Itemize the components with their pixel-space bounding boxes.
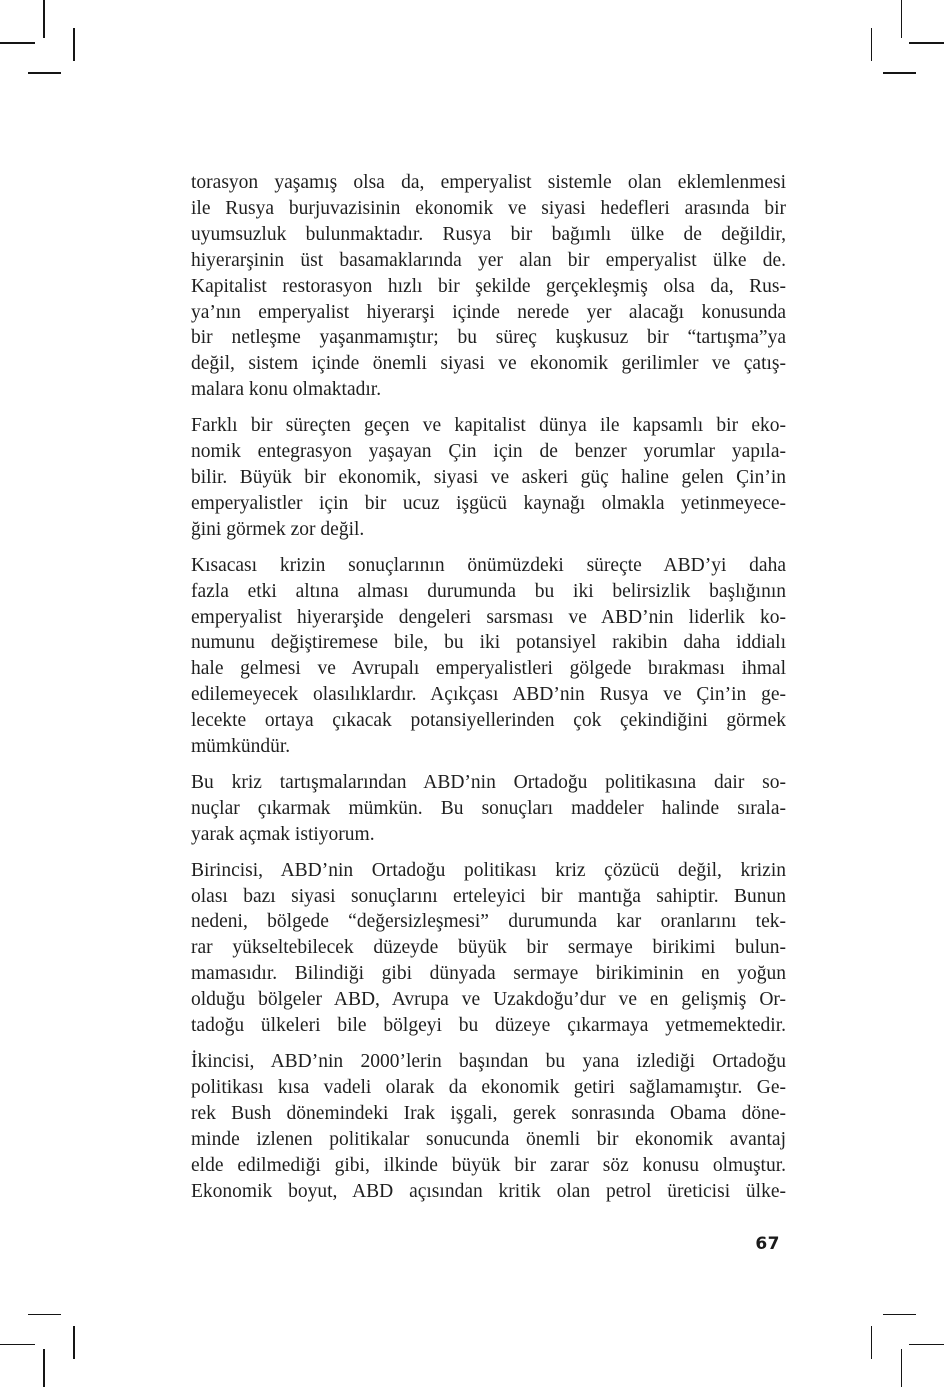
text-line: olası bazı siyasi sonuçlarını erteleyici bir mantığa sahiptir. Bunun bbox=[191, 885, 786, 907]
crop-mark-horizontal-outer bbox=[0, 1344, 35, 1346]
crop-mark-vertical-inner bbox=[871, 28, 873, 61]
paragraph bbox=[191, 770, 786, 848]
text-line: emperyalistler için bir ucuz işgücü kaynağı olmakla yetinmeyece- bbox=[191, 492, 786, 514]
text-line: yarak açmak istiyorum. bbox=[191, 823, 375, 845]
text-line: politikası kısa vadeli olarak da ekonomik getiri sağlamamıştır. Ge- bbox=[191, 1076, 786, 1098]
text-line: mamasıdır. Bilindiği gibi dünyada sermaye birikiminin en yoğun bbox=[191, 963, 786, 985]
text-line: mümkündür. bbox=[191, 736, 291, 758]
text-line: torasyon yaşamış olsa da, emperyalist sistemle olan eklemlenmesi bbox=[191, 172, 786, 193]
crop-mark-horizontal-outer bbox=[909, 42, 944, 44]
paragraph bbox=[191, 413, 786, 543]
text-line: hale gelmesi ve Avrupalı emperyalistleri gölgede bırakması ihmal bbox=[191, 658, 786, 680]
text-line: Kapitalist restorasyon hızlı bir şekilde gerçekleşmiş olsa da, Rus- bbox=[191, 275, 786, 297]
text-line: ile Rusya burjuvazisinin ekonomik ve siyasi hedefleri arasında bir bbox=[191, 197, 786, 219]
text-line: nuçlar çıkarmak mümkün. Bu sonuçları maddeler halinde sırala- bbox=[191, 797, 786, 819]
crop-mark-horizontal-inner bbox=[28, 1314, 61, 1316]
text-line: lecekte ortaya çıkacak potansiyellerinden çok çekindiğini görmek bbox=[191, 710, 786, 732]
text-line: emperyalist hiyerarşide dengeleri sarsması ve ABD’nin liderlik ko- bbox=[191, 606, 786, 628]
crop-mark-horizontal-inner bbox=[28, 72, 61, 74]
text-block bbox=[191, 170, 786, 1204]
text-line: elde edilmediği gibi, ilkinde büyük bir zarar söz konusu olmuştur. bbox=[191, 1154, 786, 1176]
text-line: İkincisi, ABD’nin 2000’lerin başından bu yana izlediği Ortadoğu bbox=[191, 1051, 786, 1072]
text-line: olduğu bölgeler ABD, Avrupa ve Uzakdoğu’dur ve en gelişmiş Or- bbox=[191, 989, 786, 1011]
text-line: minde izlenen politikalar sonucunda önemli bir ekonomik avantaj bbox=[191, 1128, 786, 1150]
crop-mark-horizontal-inner bbox=[883, 72, 916, 74]
text-line: bilir. Büyük bir ekonomik, siyasi ve askeri güç haline gelen Çin’in bbox=[191, 466, 786, 488]
crop-mark-vertical-inner bbox=[871, 1326, 873, 1359]
crop-mark-vertical-outer bbox=[43, 1349, 45, 1387]
crop-mark-vertical-outer bbox=[901, 0, 903, 38]
paragraph bbox=[191, 1049, 786, 1204]
crop-mark-horizontal-inner bbox=[883, 1314, 916, 1316]
text-line: Ekonomik boyut, ABD açısından kritik olan petrol üreticisi ülke- bbox=[191, 1180, 786, 1202]
text-line: nedeni, bölgede “değersizleşmesi” durumunda kar oranlarını tek- bbox=[191, 911, 786, 933]
text-line: ya’nın emperyalist hiyerarşi içinde nerede yer alacağı konusunda bbox=[191, 301, 786, 323]
text-line: nomik entegrasyon yaşayan Çin için de benzer yorumlar yapıla- bbox=[191, 441, 786, 463]
text-line: Bu kriz tartışmalarından ABD’nin Ortadoğu politikasına dair so- bbox=[191, 771, 786, 793]
text-line: Birincisi, ABD’nin Ortadoğu politikası kriz çözücü değil, krizin bbox=[191, 859, 786, 881]
crop-mark-vertical-inner bbox=[73, 28, 75, 61]
text-line: numunu değiştiremese bile, bu iki potansiyel rakibin daha iddialı bbox=[191, 632, 786, 654]
text-line: hiyerarşinin üst basamaklarında yer alan bir emperyalist ülke de. bbox=[191, 249, 786, 271]
text-line: uyumsuzluk bulunmaktadır. Rusya bir bağımlı ülke de değildir, bbox=[191, 223, 786, 245]
crop-mark-vertical-outer bbox=[43, 0, 45, 38]
crop-mark-horizontal-outer bbox=[909, 1344, 944, 1346]
text-line: malara konu olmaktadır. bbox=[191, 379, 382, 401]
crop-mark-horizontal-outer bbox=[0, 42, 35, 44]
text-line: edilemeyecek olasılıklardır. Açıkçası ABD’nin Rusya ve Çin’in ge- bbox=[191, 684, 786, 706]
paragraph bbox=[191, 170, 786, 403]
text-line: Kısacası krizin sonuçlarının önümüzdeki süreçte ABD’yi daha bbox=[191, 554, 786, 576]
crop-mark-vertical-outer bbox=[901, 1349, 903, 1387]
crop-mark-vertical-inner bbox=[73, 1326, 75, 1359]
text-line: rek Bush dönemindeki Irak işgali, gerek sonrasında Obama döne- bbox=[191, 1102, 786, 1124]
text-line: Farklı bir süreçten geçen ve kapitalist dünya ile kapsamlı bir eko- bbox=[191, 415, 786, 437]
text-line: bir netleşme yaşanmamıştır; bu süreç kuşkusuz bir “tartışma”ya bbox=[191, 327, 786, 349]
text-line: fazla etki altına alması durumunda bu iki belirsizlik başlığının bbox=[191, 580, 786, 602]
paragraph bbox=[191, 553, 786, 760]
paragraph bbox=[191, 858, 786, 1039]
text-line: tadoğu ülkeleri bile bölgeyi bu düzeye çıkarmaya yetmemektedir. bbox=[191, 1015, 786, 1037]
page-number: 67 bbox=[755, 1234, 780, 1254]
text-line: değil, sistem içinde önemli siyasi ve ekonomik gerilimler ve çatış- bbox=[191, 353, 786, 375]
text-line: rar yükseltebilecek düzeyde büyük bir sermaye birikimi bulun- bbox=[191, 937, 786, 959]
text-line: ğini görmek zor değil. bbox=[191, 518, 365, 540]
